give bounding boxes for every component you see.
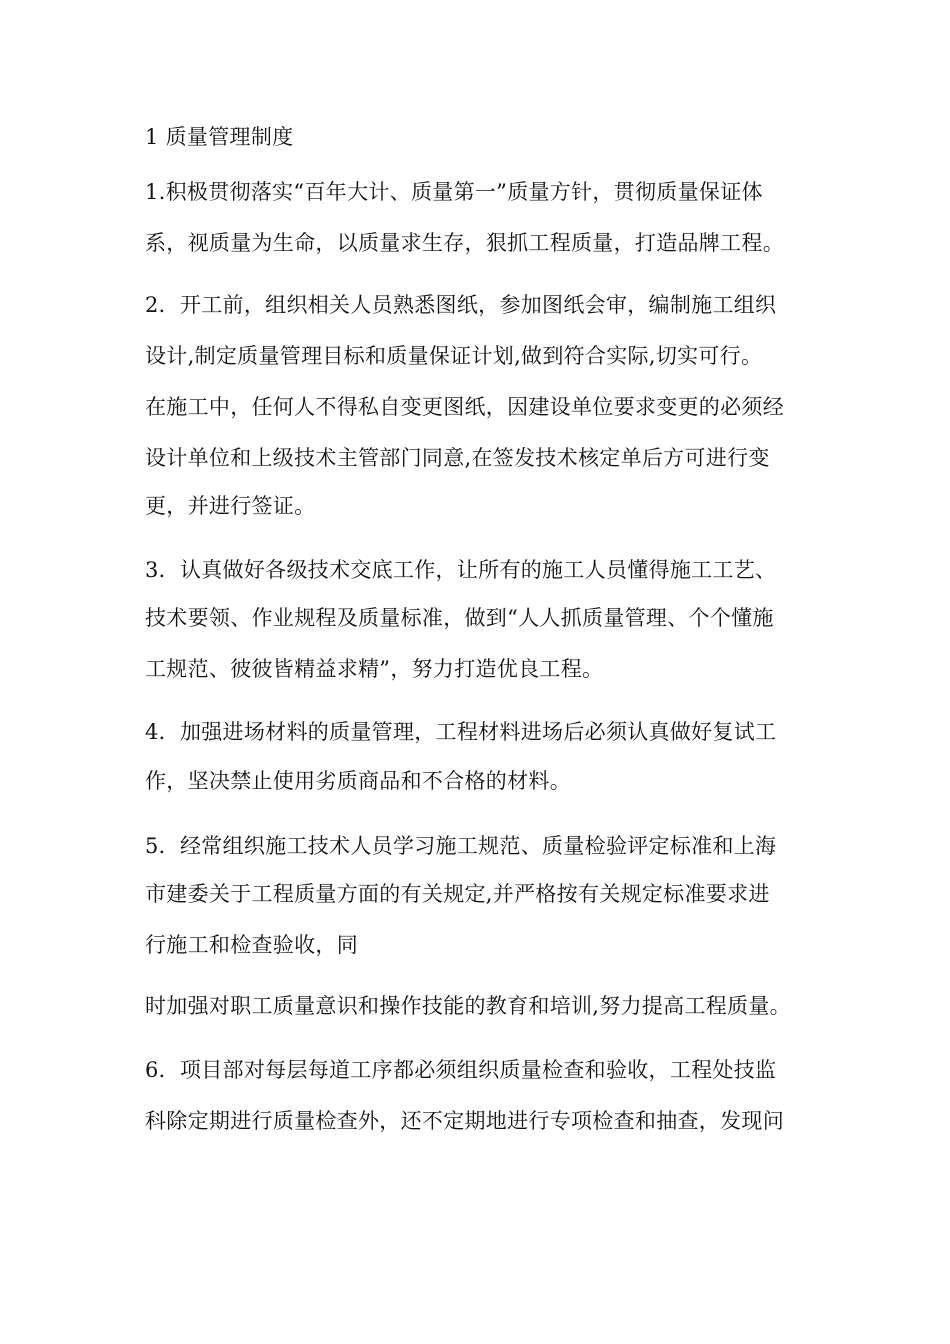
paragraph-3-line-2: 技术要领、作业规程及质量标准，做到“人人抓质量管理、个个懂施 — [145, 606, 774, 630]
paragraph-2-line-5: 更，并进行签证。 — [145, 494, 316, 518]
paragraph-4-line-2: 作，坚决禁止使用劣质商品和不合格的材料。 — [145, 769, 571, 793]
paragraph-2-line-4: 设计单位和上级技术主管部门同意,在签发技术核定单后方可进行变 — [145, 446, 770, 470]
paragraph-2-line-1: 2．开工前，组织相关人员熟悉图纸，参加图纸会审，编制施工组织 — [145, 293, 777, 317]
paragraph-6-line-1: 时加强对职工质量意识和操作技能的教育和培训,努力提高工程质量。 — [145, 994, 791, 1018]
paragraph-3-line-3: 工规范、彼彼皆精益求精”，努力打造优良工程。 — [145, 657, 604, 681]
paragraph-7-line-1: 6．项目部对每层每道工序都必须组织质量检查和验收，工程处技监 — [145, 1058, 777, 1082]
paragraph-1-line-2: 系，视质量为生命，以质量求生存，狠抓工程质量，打造品牌工程。 — [145, 231, 784, 255]
paragraph-4-line-1: 4．加强进场材料的质量管理，工程材料进场后必须认真做好复试工 — [145, 720, 777, 744]
paragraph-2-line-3: 在施工中，任何人不得私自变更图纸，因建设单位要求变更的必须经 — [145, 395, 784, 419]
paragraph-5-line-1: 5．经常组织施工技术人员学习施工规范、质量检验评定标准和上海 — [145, 834, 777, 858]
document-heading: 1 质量管理制度 — [145, 125, 294, 149]
paragraph-1-line-1: 1.积极贯彻落实“百年大计、质量第一”质量方针，贯彻质量保证体 — [145, 180, 763, 204]
paragraph-5-line-2: 市建委关于工程质量方面的有关规定,并严格按有关规定标准要求进 — [145, 882, 770, 906]
paragraph-3-line-1: 3．认真做好各级技术交底工作，让所有的施工人员懂得施工工艺、 — [145, 558, 777, 582]
paragraph-2-line-2: 设计,制定质量管理目标和质量保证计划,做到符合实际,切实可行。 — [145, 344, 763, 368]
paragraph-7-line-2: 科除定期进行质量检查外，还不定期地进行专项检查和抽查，发现问 — [145, 1109, 784, 1133]
paragraph-5-line-3: 行施工和检查验收，同 — [145, 933, 358, 957]
